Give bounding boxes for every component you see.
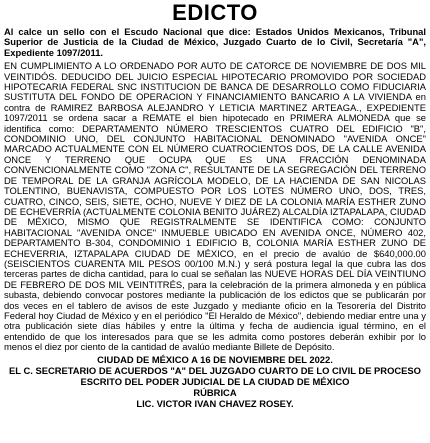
signatory-name: LIC. VICTOR IVAN CHAVEZ ROSEY. [136,397,294,409]
court-name: ESCRITO DEL PODER JUDICIAL DE LA CIUDAD DE MÉXICO [80,375,350,387]
signature-mark: RÚBRICA [193,386,237,398]
court-seal-description: Al calce un sello con el Escudo Nacional que dice: Estados Unidos Mexicanos, Tribunal Superior de Justicia de la Ciudad de México, Juzgado Cuarto de lo Civil, Secretaría "A", Expediente 1097/2011. [4,26,426,58]
secretary-title: EL C. SECRETARIO DE ACUERDOS "A" DEL JUZGADO CUARTO DE LO CIVIL DE PROCESO [9,364,421,376]
notice-title: EDICTO [172,0,258,25]
notice-date: CIUDAD DE MÉXICO A 16 DE NOVIEMBRE DEL 2022. [97,353,333,365]
notice-body: EN CUMPLIMIENTO A LO ORDENADO POR AUTO DE CATORCE DE NOVIEMBRE DE DOS MIL VEINTIDÓS. DEDUCIDO DEL JUICIO ESPECIAL HIPOTECARIO PROMOVIDO POR SOCIEDAD HIPOTECARIA FEDERAL SNC INSTITUCION DE BANCA DE DESARROLLO COMO FIDUCIARIA SUSTITUTA DEL FONDO DE OPERACION Y FINANCIAMIENTO BANCARIO A LA VIVIENDA en contra de RAMIREZ BARBOSA ALEJANDRO Y LETICIA MARTINEZ ARTEAGA., EXPEDIENTE 1097/2011 se ordena sacar a REMATE el bien hipotecado en PRIMERA ALMONEDA que se identifica como: DEPARTAMENTO NÚMERO TRESCIENTOS CUATRO DEL EDIFICIO "B", CONDOMINIO UNO, DEL CONJUNTO HABITACIONAL DENOMINADO "AVENIDA ONCE" MARCADO ACTUALMENTE CON EL NÚMERO CUATROCIENTOS DOS, DE LA CALLE AVENIDA ONCE Y TERRENO QUE OCUPA QUE ES UNA FRACCIÓN DENOMINADA CONVENCIONALMENTE COMO "ZONA C", RESULTANTE DE LA SEGREGACIÓN DEL TERRENO DE TEMPORAL DE LA GRANJA AGRÍCOLA MODELO, DE LA HACIENDA DE SAN NICOLAS TOLENTINO, BUENAVISTA, COMPUESTO POR LOS LOTES NÚMERO UNO, DOS, TRES, CUATRO, CINCO, SEIS, SIETE, OCHO, NUEVE Y DIEZ DE LA COLONIA MARÍA ESTHER ZUNO DE ECHEVERRÍA (ACTUALMENTE COLONIA BENITO JUÁREZ) ALCALDÍA IZTAPALAPA, CIUDAD DE MÉXICO, MISMO QUE REGISTRALMENTE SE IDENTIFICA COMO: CONJUNTO HABITACIONAL "AVENIDA ONCE" INMUEBLE UBICADO EN AVENIDA ONCE, NÚMERO 402, DEPARTAMENTO B-304, CONDOMINIO 1 EDIFICIO B, COLONIA MARÍA ESTHER ZUNO DE ECHEVERRIA, IZTAPALAPA CIUDAD DE MÉXICO, en el precio de avalúo de $640,000.00 (SEISCIENTOS CUARENTA MIL PESOS 00/100 M.N.) y será postura legal la que cubra las dos terceras partes de dicha cantidad, para lo cual se señalan las NUEVE HORAS DEL DÍA VEINTIUNO DE FEBRERO DE DOS MIL VEINTITRÉS, para la celebración de la primera almoneda y en pública subasta, debiendo convocar postores mediante la publicación de los edictos que se publicarán por dos veces en el tablero de avisos de este Juzgado y mediante oficio en la Tesorería del Distrito Federal hoy Ciudad de México y en el periódico "El Heraldo de México", debiendo mediar entre una y otra publicación siete días hábiles y entre la última y fecha de audiencia igual término, en el entendido de que los interesados para que se les admita como postores deberán exhibir por lo menos el diez por ciento de la cantidad de avalúo mediante Billete de Depósito. [4,60,426,353]
